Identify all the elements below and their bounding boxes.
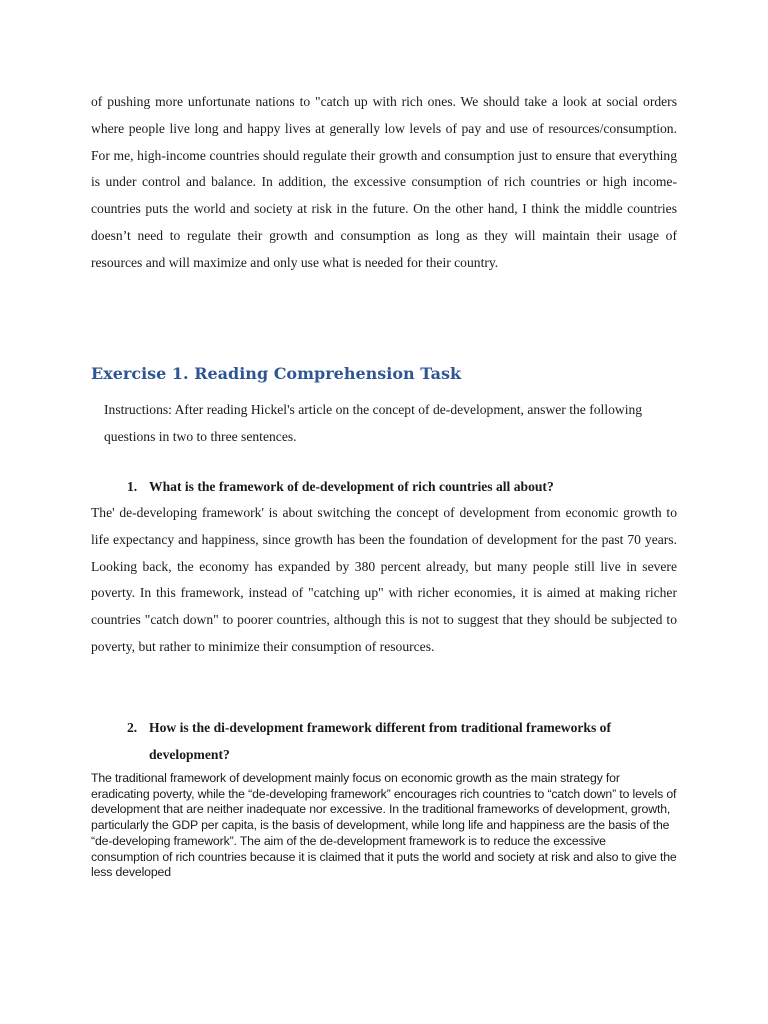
intro-paragraph: of pushing more unfortunate nations to "catch up with rich ones. We should take a look at social orders where people live long and happy lives at generally low levels of pay and use of resources/consumption. For me, high-income countries should regulate their growth and consumption just to ensure that everything is under control and balance. In addition, the excessive consumption of rich countries or high income-countries puts the world and society at risk in the future. On the other hand, I think the middle countries doesn’t need to regulate their growth and consumption as long as they will maintain their usage of resources and will maximize and only use what is needed for their country. [91, 94, 677, 270]
answer-2-paragraph: The traditional framework of development mainly focus on economic growth as the main strategy for eradicating poverty, while the “de-developing framework” encourages rich countries to “catch down” to levels of development that are neither inadequate nor excessive. In the traditional frameworks of development, growth, particularly the GDP per capita, is the basis of development, while long life and happiness are the basis of the “de-developing framework”. The aim of the de-development framework is to reduce the excessive consumption of rich countries because it is claimed that it puts the world and society at risk and also to give the less developed [91, 771, 677, 880]
question-2 [91, 714, 677, 768]
instructions-paragraph: Instructions: After reading Hickel's article on the concept of de-development, answer the following questions in two to three sentences. [104, 402, 643, 444]
question-number: 1. [127, 479, 138, 494]
exercise-heading: Exercise 1. Reading Comprehension Task [91, 364, 462, 383]
answer-1-paragraph: The' de-developing framework' is about switching the concept of development from economic growth to life expectancy and happiness, since growth has been the foundation of development for the past 70 years. Looking back, the economy has expanded by 380 percent already, but many people still live in severe poverty. In this framework, instead of "catching up" with richer economies, it is aimed at making richer countries "catch down" to poorer countries, although this is not to suggest that they should be subjected to poverty, but rather to minimize their consumption of resources. [91, 505, 677, 654]
question-1 [91, 473, 677, 500]
question-number: 2. [127, 720, 138, 735]
question-text: What is the framework of de-development of rich countries all about? [149, 479, 554, 494]
question-text: How is the di-development framework different from traditional frameworks of development? [149, 720, 611, 762]
